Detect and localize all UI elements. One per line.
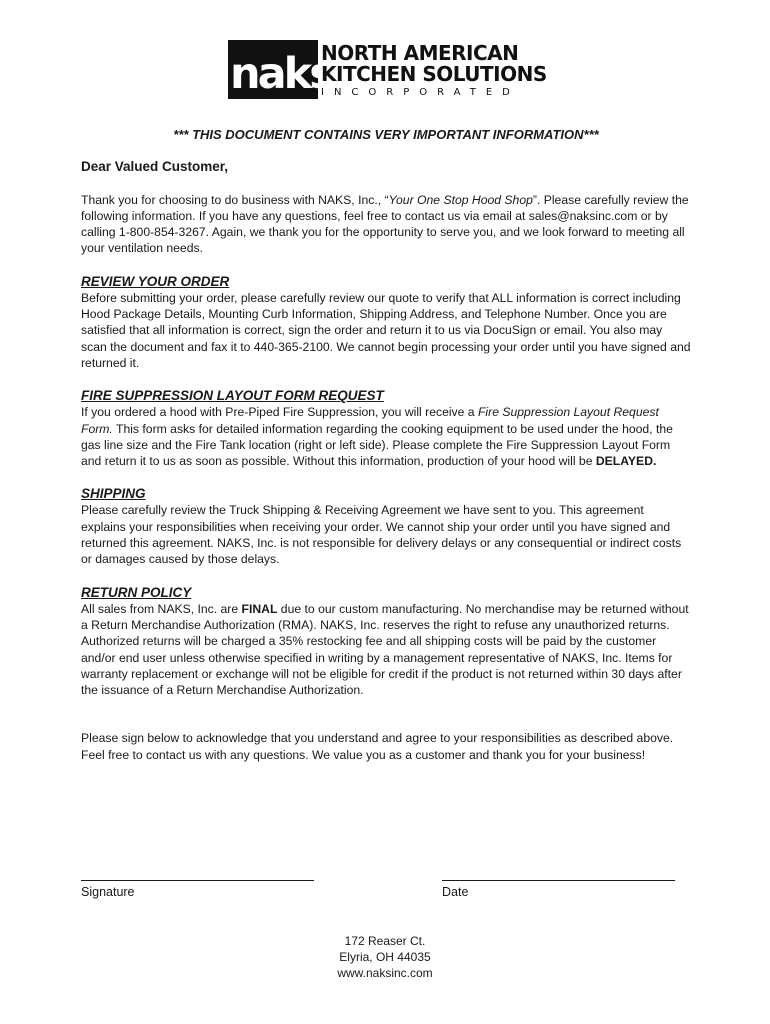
section-body-shipping: Please carefully review the Truck Shipping & Receiving Agreement we have sent to you. This agreement explains your responsibilities when receiving your order. We cannot ship your order until you have signed and returned this agreement. NAKS, Inc. is not responsible for delivery delays or any consequential or indirect costs or damages caused by those delays. (81, 503, 682, 567)
section-body-review: Before submitting your order, please carefully review our quote to verify that ALL information is correct including Hood Package Details, Mounting Curb Information, Shipping Address, and Telephone Number. Once you are satisfied that all information is correct, sign the order and return it to us via DocuSign or email. You also may scan the document and fax it to 440-365-2100. We cannot begin processing your order until you have signed and returned it. (81, 290, 691, 370)
intro-slogan: Your One Stop Hood Shop (388, 192, 533, 207)
signature-area (81, 866, 691, 906)
signature-label: Signature (81, 885, 135, 899)
returns-text-start: All sales from NAKS, Inc. are (81, 601, 242, 616)
footer-website: www.naksinc.com (337, 966, 433, 980)
section-return-policy (81, 584, 691, 699)
logo-mark-text: naks (230, 49, 332, 99)
footer-city: Elyria, OH 44035 (339, 950, 431, 964)
returns-text-rest: due to our custom manufacturing. No merchandise may be returned without a Return Merchandise Authorization (RMA). NAKS, Inc. reserves the right to refuse any unauthorized returns. Authorized returns will be charged a 35% restocking fee and all shipping costs will be paid by the customer and/or end user unless otherwise specified in writing by a management representative of NAKS, Inc. Items for warranty replacement or exchange will not be eligible for credit if the product is not returned within 30 days after the issuance of a Return Merchandise Authorization. (81, 601, 689, 698)
signature-block (81, 866, 316, 899)
fire-text-start: If you ordered a hood with Pre-Piped Fire Suppression, you will receive a (81, 405, 478, 420)
date-label: Date (442, 885, 469, 899)
section-fire-suppression (81, 387, 691, 469)
signature-line[interactable] (81, 866, 314, 881)
logo-line-1: NORTH AMERICAN (321, 41, 519, 65)
section-shipping (81, 485, 691, 567)
section-title-review: REVIEW YOUR ORDER (81, 273, 230, 289)
fire-text-mid: This form asks for detailed information regarding the cooking equipment to be used under the hood, the gas line size and the Fire Tank location (right or left side). Please complete the Fire Suppression Layout Form and return it to us as soon as possible. Without this information, production of your hood will be (81, 421, 673, 469)
date-block (442, 866, 677, 899)
returns-final: FINAL (241, 601, 278, 616)
section-title-shipping: SHIPPING (81, 486, 146, 502)
footer-street: 172 Reaser Ct. (344, 934, 426, 948)
section-review-order (81, 273, 691, 371)
logo-mark-box (228, 40, 332, 99)
intro-paragraph (81, 192, 691, 257)
date-line[interactable] (442, 866, 675, 881)
intro-text-end: ”. Please carefully review the following information. If you have any questions, feel free to contact us via email at sales@naksinc.com or by calling 1-800-854-3267. Again, we thank you for the opportunity to serve you, and we look forward to meeting all your ventilation needs. (81, 192, 689, 256)
closing-paragraph: Please sign below to acknowledge that you understand and agree to your responsibilities as described above. Feel free to contact us with any questions. We value you as a customer and thank you for your business! (81, 731, 674, 762)
salutation: Dear Valued Customer, (81, 159, 229, 175)
logo-line-2: KITCHEN SOLUTIONS (321, 62, 547, 86)
important-banner: *** THIS DOCUMENT CONTAINS VERY IMPORTANT INFORMATION*** (173, 127, 599, 142)
logo-line-3: INCORPORATED (321, 87, 520, 98)
section-body-fire (81, 404, 691, 469)
company-logo (228, 40, 547, 102)
section-body-returns (81, 601, 691, 699)
section-title-returns: RETURN POLICY (81, 584, 192, 600)
section-title-fire: FIRE SUPPRESSION LAYOUT FORM REQUEST (81, 388, 384, 404)
fire-delayed-warning: DELAYED. (595, 454, 657, 469)
address-footer (0, 933, 770, 981)
intro-text-start: Thank you for choosing to do business with NAKS, Inc., “ (81, 192, 389, 207)
letter-body (81, 127, 691, 763)
fire-form-name: Fire Suppression Layout Request Form. (81, 405, 659, 436)
